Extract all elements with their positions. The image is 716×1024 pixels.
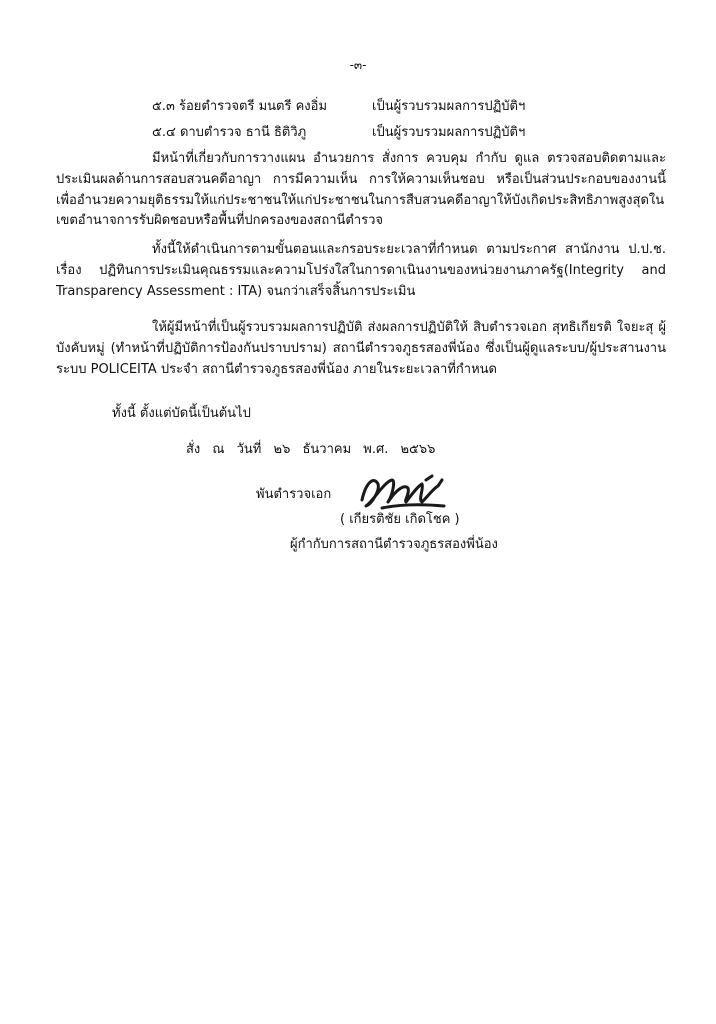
procedure-paragraph: ทั้งนี้ให้ดำเนินการตามขั้นตอนและกรอบระยะเวลาที่กำหนด ตามประกาศ สานักงาน ป.ป.ช. เรื่อง ปฏิทินการประเมินคุณธรรมและความโปร่งใสในการดาเนินงานของหน่วยงานภาครัฐ(Integrity and Transparency Assessment : ITA) จนกว่าเสร็จสิ้นการประเมิน — [56, 242, 666, 299]
order-date: สั่ง ณ วันที่ ๒๖ ธันวาคม พ.ศ. ๒๕๖๖ — [186, 442, 436, 457]
effective-statement: ทั้งนี้ ตั้งแต่บัดนี้เป็นต้นไป — [112, 406, 251, 421]
signature-image — [352, 470, 452, 514]
submission-paragraph: ให้ผู้มีหน้าที่เป็นผู้รวบรวมผลการปฏิบัติ ส่งผลการปฏิบัติให้ สิบตำรวจเอก สุทธิเกียรติ ใจยะสุ ผู้บังคับหมู่ (ทำหน้าที่ปฏิบัติการป้องกันปราบปราม) สถานีตำรวจภูธรสองพี่น้อง ซึ่งเป็นผู้ดูแลระบบ/ผู้ประสานงาน ระบบ POLICEITA ประจำ สถานีตำรวจภูธรสองพี่น้อง ภายในระยะเวลาที่กำหนด — [56, 320, 666, 377]
assignee-item: ๕.๓ ร้อยตำรวจตรี มนตรี คงอิ่ม — [152, 99, 328, 114]
duties-paragraph: มีหน้าที่เกี่ยวกับการวางแผน อำนวยการ สั่งการ ควบคุม กำกับ ดูแล ตรวจสอบติดตามและประเมินผลด้านการสอบสวนคดีอาญา การมีความเห็น การให้ความเห็นชอบ หรือเป็นส่วนประกอบของงานนี้ เพื่ออำนวยความยุติธรรมให้แก่ประชาชนให้แก่ประชาชนในการสืบสวนคดีอาญาให้บังเกิดประสิทธิภาพสูงสุดในเขตอำนาจการรับผิดชอบหรือพื้นที่ปกครองของสถานีตำรวจ — [56, 151, 666, 229]
signer-name: ( เกียรติชัย เกิดโชค ) — [340, 512, 460, 527]
assignee-role: เป็นผู้รวบรวมผลการปฏิบัติฯ — [372, 125, 526, 140]
assignee-row — [152, 97, 526, 118]
signer-rank: พันตำรวจเอก — [256, 487, 332, 502]
assignee-role: เป็นผู้รวบรวมผลการปฏิบัติฯ — [372, 99, 526, 114]
page-number: -๓- — [349, 58, 367, 72]
signer-position: ผู้กำกับการสถานีตำรวจภูธรสองพี่น้อง — [290, 537, 498, 552]
assignee-row — [152, 123, 526, 144]
assignee-item: ๕.๔ ดาบตำรวจ ธานี ธิติวิภู — [152, 125, 307, 140]
